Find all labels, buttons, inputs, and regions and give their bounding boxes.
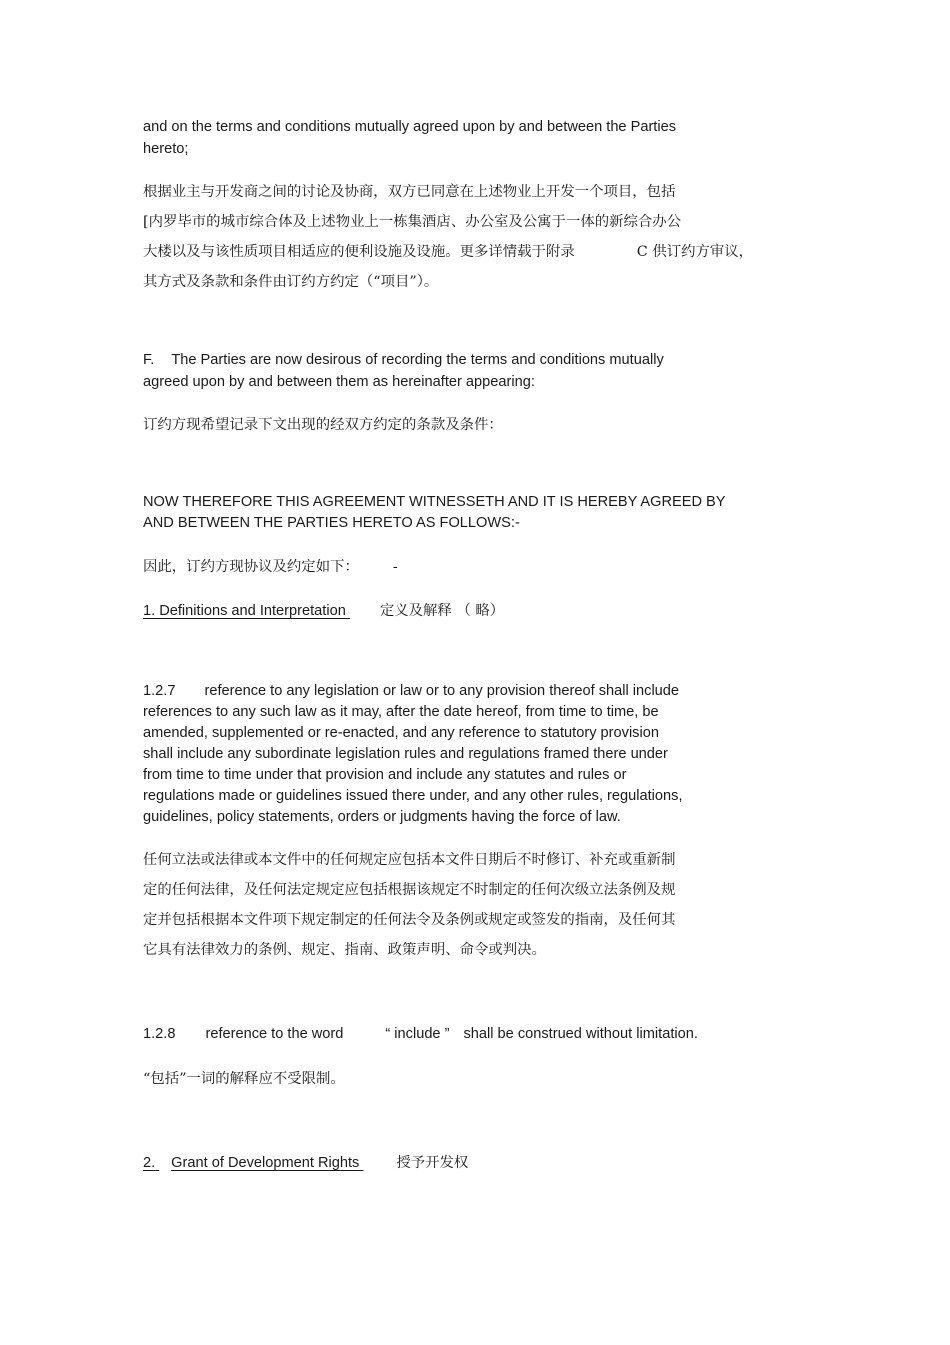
witnesseth-zh-dash: -: [392, 559, 398, 575]
witnesseth-en-line-1: NOW THEREFORE THIS AGREEMENT WITNESSETH AND IT IS HEREBY AGREED BY: [143, 494, 726, 510]
clause-1-2-7-en-5: from time to time under that provision and include any statutes and rules or: [143, 767, 627, 783]
clause-1-2-7-en-4: shall include any subordinate legislation rules and regulations framed there under: [143, 746, 668, 762]
recital-e-zh-line-3: [143, 242, 753, 263]
recital-f-en-line-1: [143, 350, 664, 371]
witnesseth-zh-text: 因此，订约方现协议及约定如下：: [143, 559, 359, 575]
recital-f-zh: 订约方现希望记录下文出现的经双方约定的条款及条件：: [143, 417, 503, 433]
section-2-number: 2.: [143, 1155, 156, 1171]
clause-1-2-7-zh-4: 它具有法律效力的条例、规定、指南、政策声明、命令或判决。: [143, 942, 546, 958]
clause-1-2-8-zh: “包括”一词的解释应不受限制。: [143, 1071, 345, 1087]
section-1-heading: [143, 601, 504, 622]
clause-1-2-7-zh-3: 定并包括根据本文件项下规定制定的任何法令及条例或规定或签发的指南，及任何其: [143, 912, 676, 928]
recital-e-zh-line-4: 其方式及条款和条件由订约方约定（“项目”）。: [143, 274, 439, 290]
recital-e-zh-line-2: [内罗毕市的城市综合体及上述物业上一栋集酒店、办公室及公寓于一体的新综合办公: [143, 214, 682, 230]
clause-1-2-7-zh-2: 定的任何法律，及任何法定规定应包括根据该规定不时制定的任何次级立法条例及规: [143, 882, 676, 898]
section-1-heading-en: 1. Definitions and Interpretation: [143, 603, 346, 619]
recital-e-zh-appendix: C 供订约方审议，: [636, 244, 754, 260]
witnesseth-en-line-2: AND BETWEEN THE PARTIES HERETO AS FOLLOWS:-: [143, 515, 520, 531]
clause-1-2-7-en-7: guidelines, policy statements, orders or judgments having the force of law.: [143, 809, 621, 825]
clause-1-2-8-en-part-2: shall be construed without limitation.: [463, 1026, 698, 1042]
recital-f-en-text-1: The Parties are now desirous of recording the terms and conditions mutually: [171, 352, 664, 368]
witnesseth-zh: [143, 557, 398, 578]
clause-1-2-7-line-1: [143, 681, 679, 702]
clause-1-2-7-en-3: amended, supplemented or re-enacted, and any reference to statutory provision: [143, 725, 659, 741]
clause-1-2-7-zh-1: 任何立法或法律或本文件中的任何规定应包括本文件日期后不时修订、补充或重新制: [143, 852, 676, 868]
clause-1-2-8-quoted-word: “ include ”: [385, 1026, 450, 1042]
recital-e-en-line-2: hereto;: [143, 141, 189, 157]
section-1-heading-zh: 定义及解释 （ 略）: [379, 603, 505, 619]
recital-f-label: F.: [143, 352, 155, 368]
recital-f-en-line-2: agreed upon by and between them as hereinafter appearing:: [143, 374, 535, 390]
clause-1-2-8-number: 1.2.8: [143, 1026, 176, 1042]
recital-e-en-line-1: and on the terms and conditions mutually agreed upon by and between the Parties: [143, 119, 677, 135]
recital-e-zh-line-3-text: 大楼以及与该性质项目相适应的便利设施及设施。更多详情载于附录: [143, 244, 575, 260]
recital-e-zh-line-1: 根据业主与开发商之间的讨论及协商，双方已同意在上述物业上开发一个项目，包括: [143, 184, 676, 200]
section-2-heading: [143, 1153, 468, 1174]
clause-1-2-7-number: 1.2.7: [143, 683, 176, 699]
clause-1-2-7-en-2: references to any such law as it may, after the date hereof, from time to time, be: [143, 704, 659, 720]
section-2-heading-en: Grant of Development Rights: [171, 1155, 360, 1171]
clause-1-2-7-en-6: regulations made or guidelines issued there under, and any other rules, regulations,: [143, 788, 683, 804]
clause-1-2-8-en-part-1: reference to the word: [205, 1026, 344, 1042]
clause-1-2-7-en-1: reference to any legislation or law or to any provision thereof shall include: [204, 683, 680, 699]
section-2-heading-zh: 授予开发权: [396, 1155, 469, 1171]
clause-1-2-8-en: [143, 1024, 698, 1045]
